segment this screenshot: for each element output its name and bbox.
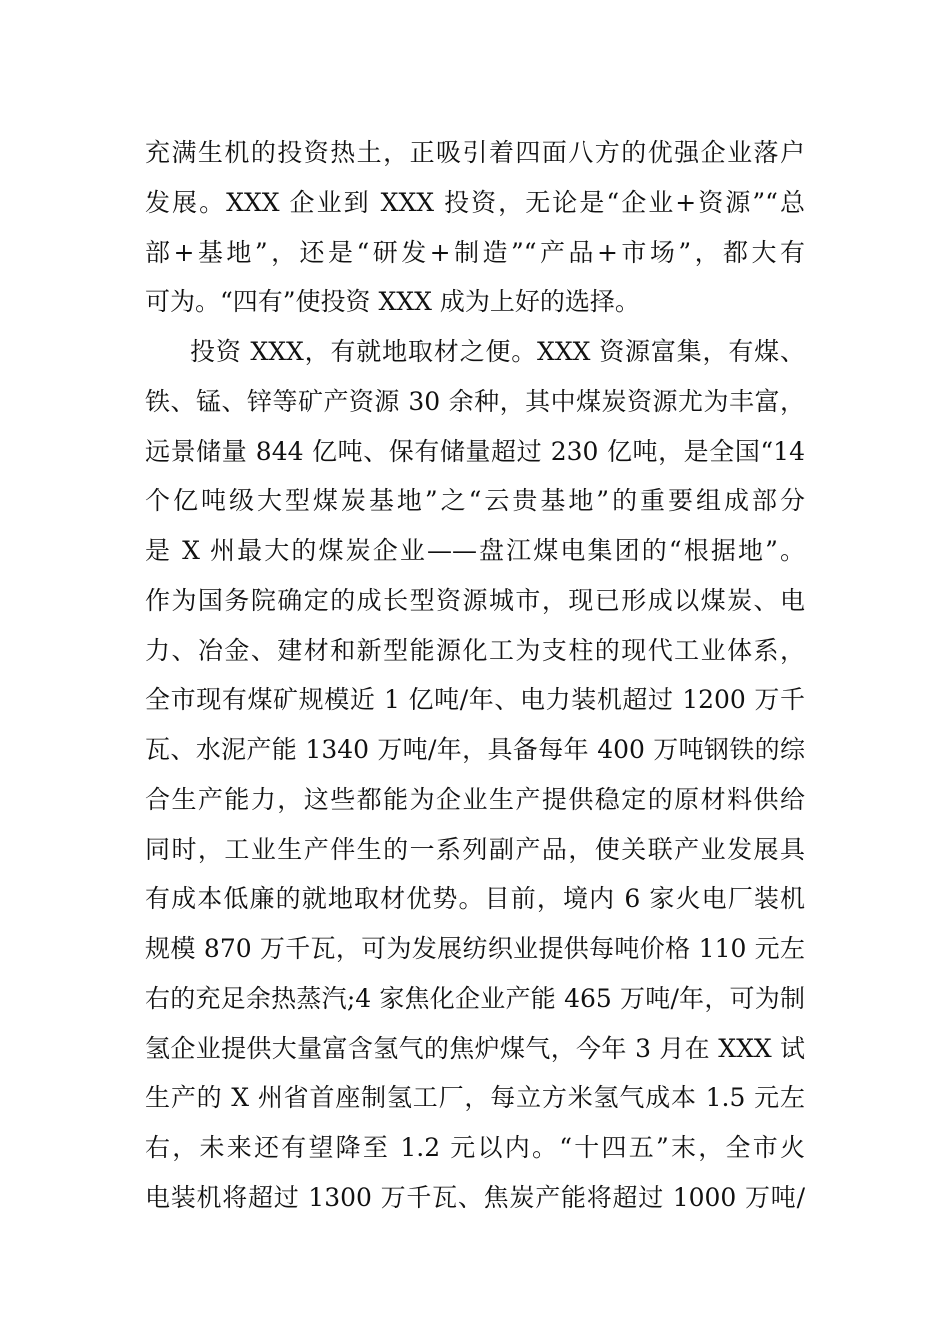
text-line: 右，未来还有望降至 1.2 元以内。“十四五”末，全市火 (145, 1133, 805, 1162)
paragraph-2 (145, 327, 805, 1223)
text-line: 充满生机的投资热土，正吸引着四面八方的优强企业落户 (145, 138, 805, 167)
text-line: 部+基地”，还是“研发+制造”“产品+市场”，都大有 (145, 237, 805, 267)
text-line: 合生产能力，这些都能为企业生产提供稳定的原材料供给 (145, 784, 805, 814)
text-line: 生产的 X 州省首座制氢工厂，每立方米氢气成本 1.5 元左 (145, 1083, 805, 1113)
paragraph-1 (145, 128, 805, 327)
text-line: 同时，工业生产伴生的一系列副产品，使关联产业发展具 (145, 834, 805, 864)
text-line: 投资 XXX，有就地取材之便。XXX 资源富集，有煤、 (190, 337, 805, 366)
text-line: 瓦、水泥产能 1340 万吨/年，具备每年 400 万吨钢铁的综 (145, 735, 805, 764)
text-line: 氢企业提供大量富含氢气的焦炉煤气，今年 3 月在 XXX 试 (145, 1033, 805, 1063)
text-line: 是 X 州最大的煤炭企业——盘江煤电集团的“根据地”。 (145, 536, 805, 565)
text-line: 有成本低廉的就地取材优势。目前，境内 6 家火电厂装机 (145, 884, 805, 914)
text-line: 发展。XXX 企业到 XXX 投资，无论是“企业+资源”“总 (145, 187, 805, 217)
body-text (145, 128, 805, 1223)
text-line: 全市现有煤矿规模近 1 亿吨/年、电力装机超过 1200 万千 (145, 685, 805, 715)
text-line: 可为。“四有”使投资 XXX 成为上好的选择。 (145, 287, 640, 317)
text-line: 右的充足余热蒸汽;4 家焦化企业产能 465 万吨/年，可为制 (145, 983, 805, 1013)
text-line: 远景储量 844 亿吨、保有储量超过 230 亿吨，是全国“14 (145, 436, 805, 466)
text-line: 电装机将超过 1300 万千瓦、焦炭产能将超过 1000 万吨/ (145, 1182, 805, 1212)
text-line: 作为国务院确定的成长型资源城市，现已形成以煤炭、电 (145, 585, 805, 615)
text-line: 规模 870 万千瓦，可为发展纺织业提供每吨价格 110 元左 (145, 934, 805, 963)
text-line: 个亿吨级大型煤炭基地”之“云贵基地”的重要组成部分 (145, 486, 805, 516)
text-line: 铁、锰、锌等矿产资源 30 余种，其中煤炭资源尤为丰富， (145, 386, 805, 416)
text-line: 力、冶金、建材和新型能源化工为支柱的现代工业体系， (145, 635, 805, 665)
